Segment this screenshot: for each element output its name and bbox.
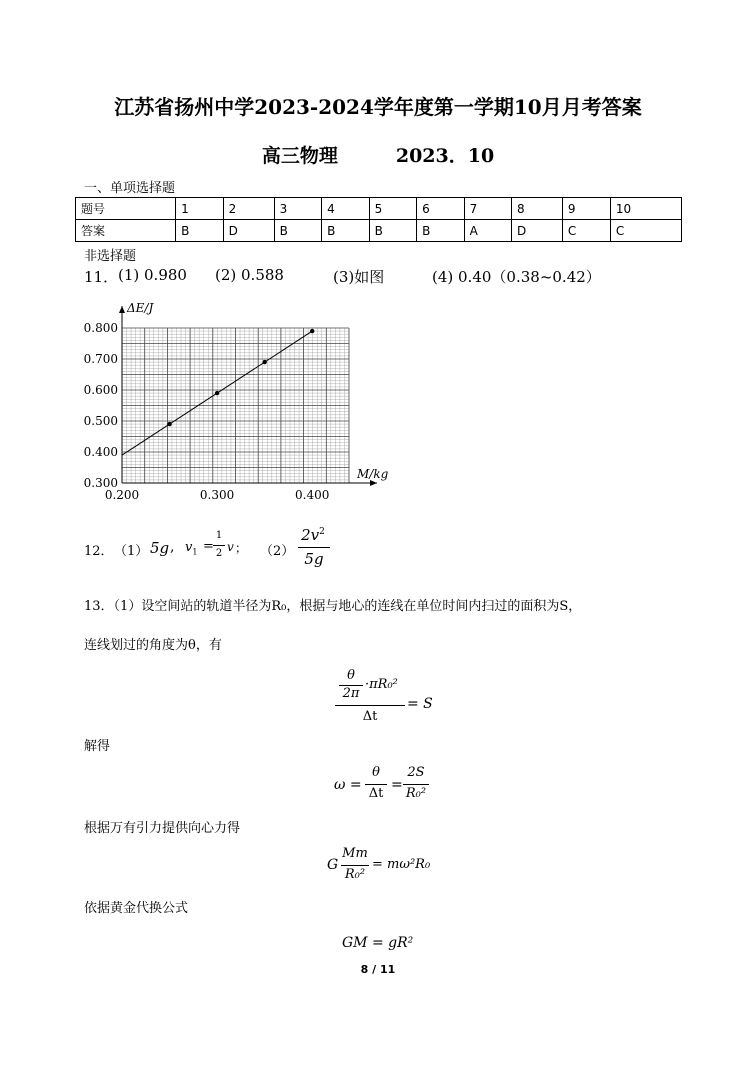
q11-part4: (4) 0.40（0.38~0.42） (432, 268, 601, 286)
x-tick-label: 0.200 (104, 488, 140, 502)
q12-half-var: v (227, 540, 234, 554)
eq1-theta: θ (347, 668, 355, 683)
table-cell: B (417, 220, 465, 242)
eq2-f1-num: θ (372, 765, 380, 780)
table-cell: 4 (322, 198, 370, 220)
table-cell: B (274, 220, 322, 242)
q12-number: 12． (84, 544, 114, 559)
q12-part1-a: 5g (150, 539, 170, 557)
table-cell: 2 (223, 198, 274, 220)
energy-mass-chart (80, 296, 410, 502)
q12-v1: $v_1$ (185, 540, 198, 557)
x-tick-label: 0.300 (199, 488, 235, 502)
data-point (262, 360, 266, 364)
q12-half-den: 2 (215, 548, 223, 559)
eq1-2pi: 2π (342, 686, 360, 701)
data-point (167, 422, 171, 426)
table-cell: 5 (369, 198, 417, 220)
table-header-cell: 题号 (76, 198, 176, 220)
grid-major (122, 328, 349, 483)
q12-part2-num: $2v^2$ (301, 526, 325, 544)
table-cell: 8 (512, 198, 563, 220)
equation-golden: GM = gR² (342, 935, 414, 951)
page-number: 8 / 11 (360, 963, 396, 976)
q12-part2-label: （2） (260, 544, 295, 559)
y-tick-label: 0.500 (83, 414, 118, 428)
table-cell: A (464, 220, 511, 242)
q11-part1: (1) 0.980 (118, 266, 187, 284)
q13-line1: 13．（1）设空间站的轨道半径为R₀，根据与地心的连线在单位时间内扫过的面积为S， (84, 599, 582, 614)
table-cell: C (610, 220, 681, 242)
exam-date: 2023．10 (395, 145, 495, 167)
y-axis-label: ΔE/J (127, 301, 154, 315)
y-tick-label: 0.700 (83, 352, 118, 366)
eq2-lhs: ω = (334, 777, 362, 793)
eq1-dt: Δt (362, 709, 378, 724)
section-heading-non-choice: 非选择题 (84, 249, 137, 264)
golden-text: 依据黄金代换公式 (84, 901, 189, 916)
q11-number: 11． (84, 268, 119, 286)
y-tick-label: 0.800 (83, 321, 118, 335)
table-row-numbers (76, 198, 682, 220)
section-heading-single-choice: 一、单项选择题 (84, 181, 176, 196)
eq2-equals: = (391, 777, 403, 793)
table-cell: 9 (562, 198, 610, 220)
data-point (310, 329, 314, 333)
eq2-f2-num: 2S (407, 765, 425, 780)
table-cell: B (369, 220, 417, 242)
eq1-rhs: = S (407, 696, 433, 712)
eq3-num: Mm (342, 846, 368, 861)
x-tick-label: 0.400 (295, 488, 330, 502)
solve-text: 解得 (84, 739, 111, 754)
y-axis-arrow (119, 306, 125, 313)
eq3-G: G (327, 857, 339, 873)
q13-line2: 连线划过的角度为θ，有 (84, 638, 222, 653)
table-cell: 3 (274, 198, 322, 220)
y-tick-label: 0.400 (83, 445, 118, 459)
eq1-pir2: ·πR₀² (365, 677, 398, 692)
q11-part2: (2) 0.588 (215, 266, 284, 284)
equation-omega (334, 765, 434, 811)
equation-area-rate (335, 668, 433, 730)
eq3-den: R₀² (344, 867, 366, 882)
table-header-cell: 答案 (76, 220, 176, 242)
table-cell: 10 (610, 198, 681, 220)
y-tick-label: 0.600 (83, 383, 118, 397)
table-row-answers (76, 220, 682, 242)
table-cell: D (223, 220, 274, 242)
document-title: 江苏省扬州中学2023-2024学年度第一学期10月月考答案 (114, 95, 642, 119)
equation-gravity (327, 846, 437, 892)
answer-table (75, 197, 682, 242)
table-cell: 7 (464, 198, 511, 220)
document-subtitle (0, 141, 756, 168)
subject: 高三物理 (261, 145, 338, 167)
data-point (215, 391, 219, 395)
y-tick-label: 0.300 (83, 476, 118, 490)
table-cell: B (322, 220, 370, 242)
q12-part2-den: 5g (304, 550, 324, 568)
q11-part3: (3)如图 (333, 268, 385, 286)
table-cell: B (176, 220, 224, 242)
table-cell: C (562, 220, 610, 242)
q12-part1-label: （1） (114, 544, 149, 559)
table-cell: 6 (417, 198, 465, 220)
x-axis-label: M/kg (357, 467, 389, 481)
eq3-rhs: = mω²R₀ (372, 857, 431, 872)
table-cell: 1 (176, 198, 224, 220)
q12-half-num: 1 (215, 530, 223, 541)
table-cell: D (512, 220, 563, 242)
gravity-text: 根据万有引力提供向心力得 (84, 821, 241, 836)
eq2-f1-den: Δt (368, 786, 384, 801)
eq2-f2-den: R₀² (405, 786, 427, 801)
